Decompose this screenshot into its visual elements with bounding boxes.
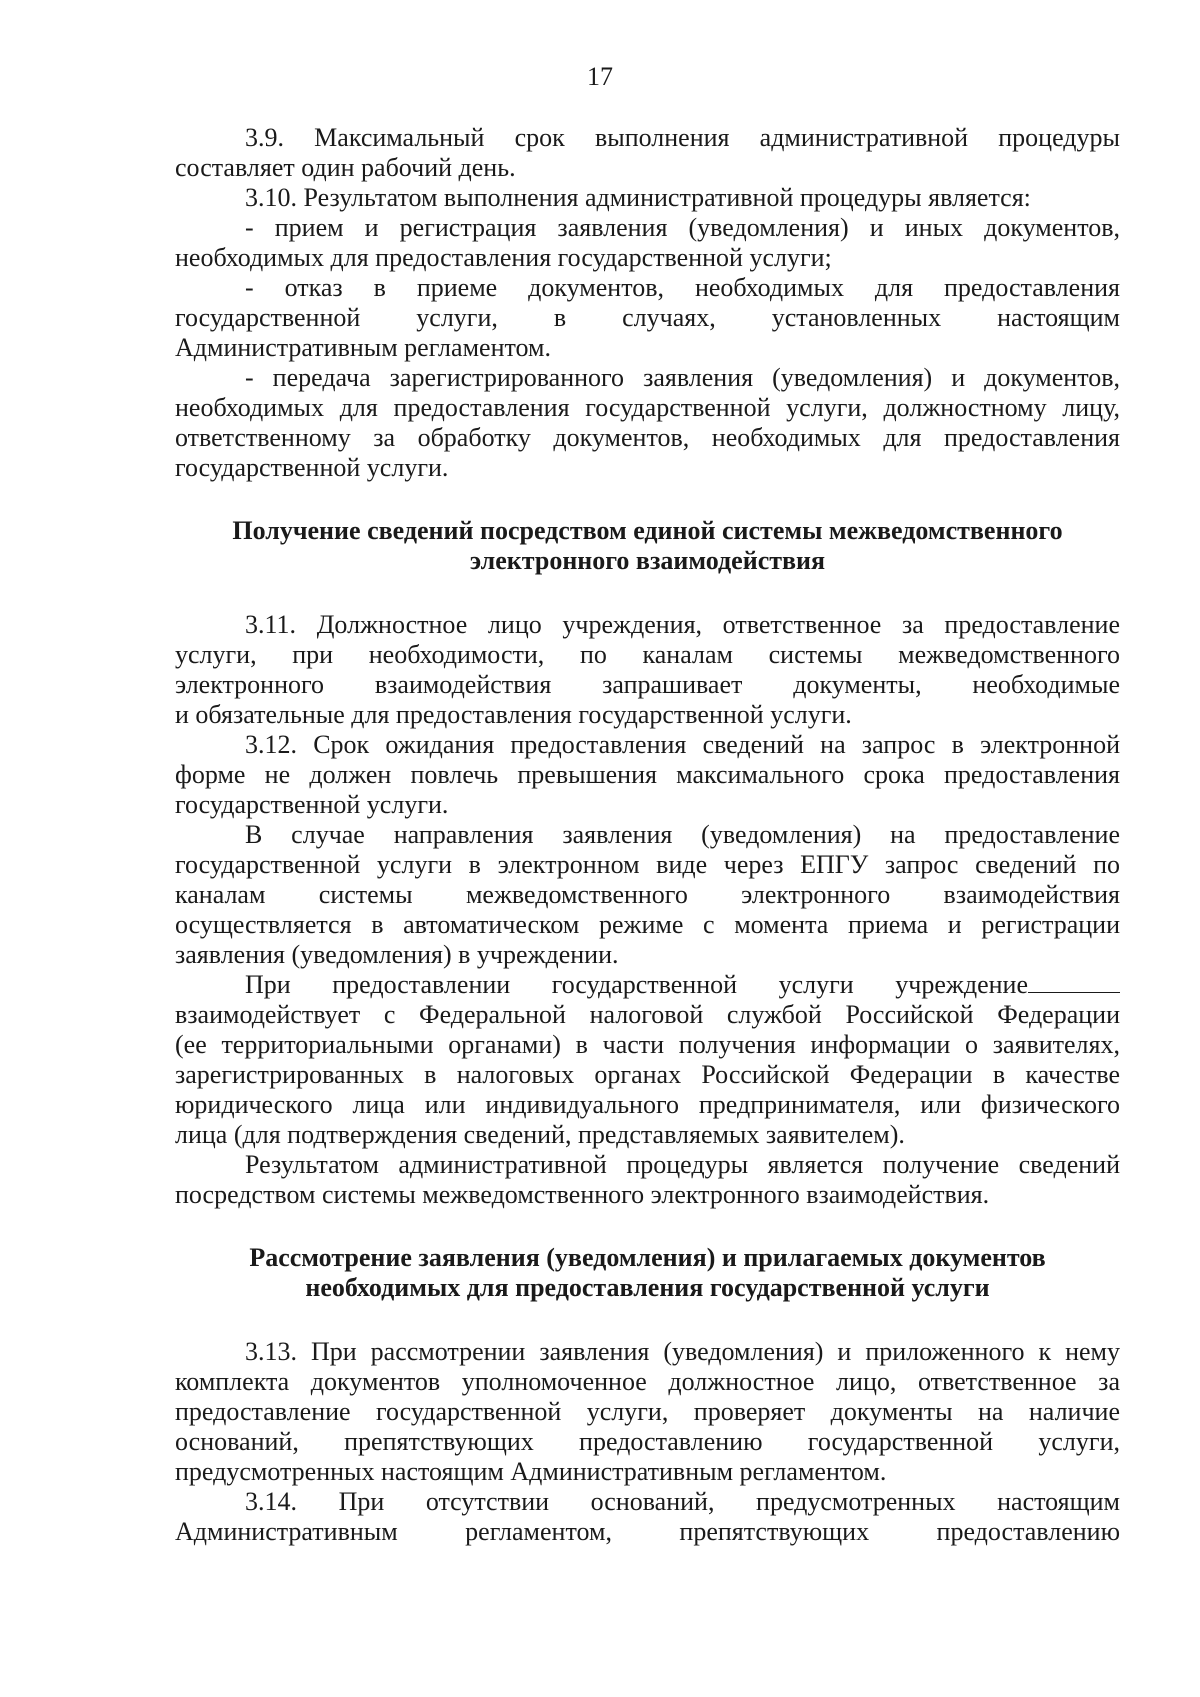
heading-line: Получение сведений посредством единой системы межведомственного	[232, 516, 1063, 545]
paragraph-3-12	[175, 730, 1120, 820]
bullet-item-transfer	[175, 363, 1120, 483]
paragraph-3-10	[175, 183, 1120, 213]
page-number: 17	[587, 62, 613, 91]
text-line: 3.14. При отсутствии оснований, предусмотренных настоящим	[245, 1487, 1120, 1516]
text-line: зарегистрированных в налоговых органах Российской Федерации в качестве	[175, 1060, 1120, 1089]
text-line: государственной услуги, в случаях, установленных настоящим	[175, 303, 1120, 332]
text-line: предусмотренных настоящим Административным регламентом.	[175, 1457, 887, 1486]
paragraph-3-9	[175, 123, 1120, 183]
text-line: государственной услуги.	[175, 790, 449, 819]
text-line: Административным регламентом, препятствующих предоставлению	[175, 1517, 1120, 1546]
text-line: предоставление государственной услуги, проверяет документы на наличие	[175, 1397, 1120, 1426]
text-line: каналам системы межведомственного электронного взаимодействия	[175, 880, 1120, 909]
paragraph-3-14	[175, 1487, 1120, 1547]
text-line: - отказ в приеме документов, необходимых для предоставления	[245, 273, 1120, 302]
section-heading-review	[175, 1243, 1120, 1303]
text-line: - прием и регистрация заявления (уведомления) и иных документов,	[245, 213, 1120, 242]
text-line: ответственному за обработку документов, необходимых для предоставления	[175, 423, 1120, 452]
text-line: 3.10. Результатом выполнения административной процедуры является:	[245, 183, 1031, 212]
heading-line: Рассмотрение заявления (уведомления) и прилагаемых документов	[249, 1243, 1046, 1272]
text-line: взаимодействует с Федеральной налоговой службой Российской Федерации	[175, 1000, 1120, 1029]
bullet-item-refusal	[175, 273, 1120, 363]
heading-line: электронного взаимодействия	[469, 546, 826, 575]
text-line: Результатом административной процедуры является получение сведений	[245, 1150, 1120, 1179]
text-line-with-blank	[175, 970, 1120, 1000]
text-line: Административным регламентом.	[175, 333, 551, 362]
section-heading-interagency	[175, 516, 1120, 576]
text-line: услуги, при необходимости, по каналам системы межведомственного	[175, 640, 1120, 669]
heading-line: необходимых для предоставления государственной услуги	[305, 1273, 990, 1302]
text-line: оснований, препятствующих предоставлению государственной услуги,	[175, 1427, 1120, 1456]
text-line: - передача зарегистрированного заявления (уведомления) и документов,	[245, 363, 1120, 392]
paragraph-tax-service	[175, 970, 1120, 1150]
text-line: юридического лица или индивидуального предпринимателя, или физического	[175, 1090, 1120, 1119]
text-line: государственной услуги.	[175, 453, 449, 482]
text-line: посредством системы межведомственного электронного взаимодействия.	[175, 1180, 990, 1209]
text-line: комплекта документов уполномоченное должностное лицо, ответственное за	[175, 1367, 1120, 1396]
text-line: лица (для подтверждения сведений, представляемых заявителем).	[175, 1120, 905, 1149]
text-line: необходимых для предоставления государственной услуги;	[175, 243, 832, 272]
text-line: осуществляется в автоматическом режиме с момента приема и регистрации	[175, 910, 1120, 939]
text-line: В случае направления заявления (уведомления) на предоставление	[245, 820, 1120, 849]
text-line: 3.11. Должностное лицо учреждения, ответственное за предоставление	[245, 610, 1120, 639]
text-line: 3.13. При рассмотрении заявления (уведомления) и приложенного к нему	[245, 1337, 1120, 1366]
text-line: государственной услуги в электронном виде через ЕПГУ запрос сведений по	[175, 850, 1120, 879]
bullet-item-registration	[175, 213, 1120, 273]
text-line: форме не должен повлечь превышения максимального срока предоставления	[175, 760, 1120, 789]
text-line: и обязательные для предоставления государственной услуги.	[175, 700, 852, 729]
paragraph-3-11	[175, 610, 1120, 730]
paragraph-3-13	[175, 1337, 1120, 1487]
fill-in-blank-line	[1028, 970, 1120, 993]
text-line: необходимых для предоставления государственной услуги, должностному лицу,	[175, 393, 1120, 422]
page-content	[175, 123, 1120, 1547]
text-line: электронного взаимодействия запрашивает документы, необходимые	[175, 670, 1120, 699]
text-fragment: При предоставлении государственной услуги учреждение	[245, 970, 1028, 999]
text-line: 3.9. Максимальный срок выполнения административной процедуры	[245, 123, 1120, 152]
paragraph-procedure-result	[175, 1150, 1120, 1210]
text-line: (ее территориальными органами) в части получения информации о заявителях,	[175, 1030, 1120, 1059]
text-line: заявления (уведомления) в учреждении.	[175, 940, 619, 969]
paragraph-epgu-request	[175, 820, 1120, 970]
text-line: 3.12. Срок ожидания предоставления сведений на запрос в электронной	[245, 730, 1120, 759]
text-line: составляет один рабочий день.	[175, 153, 516, 182]
